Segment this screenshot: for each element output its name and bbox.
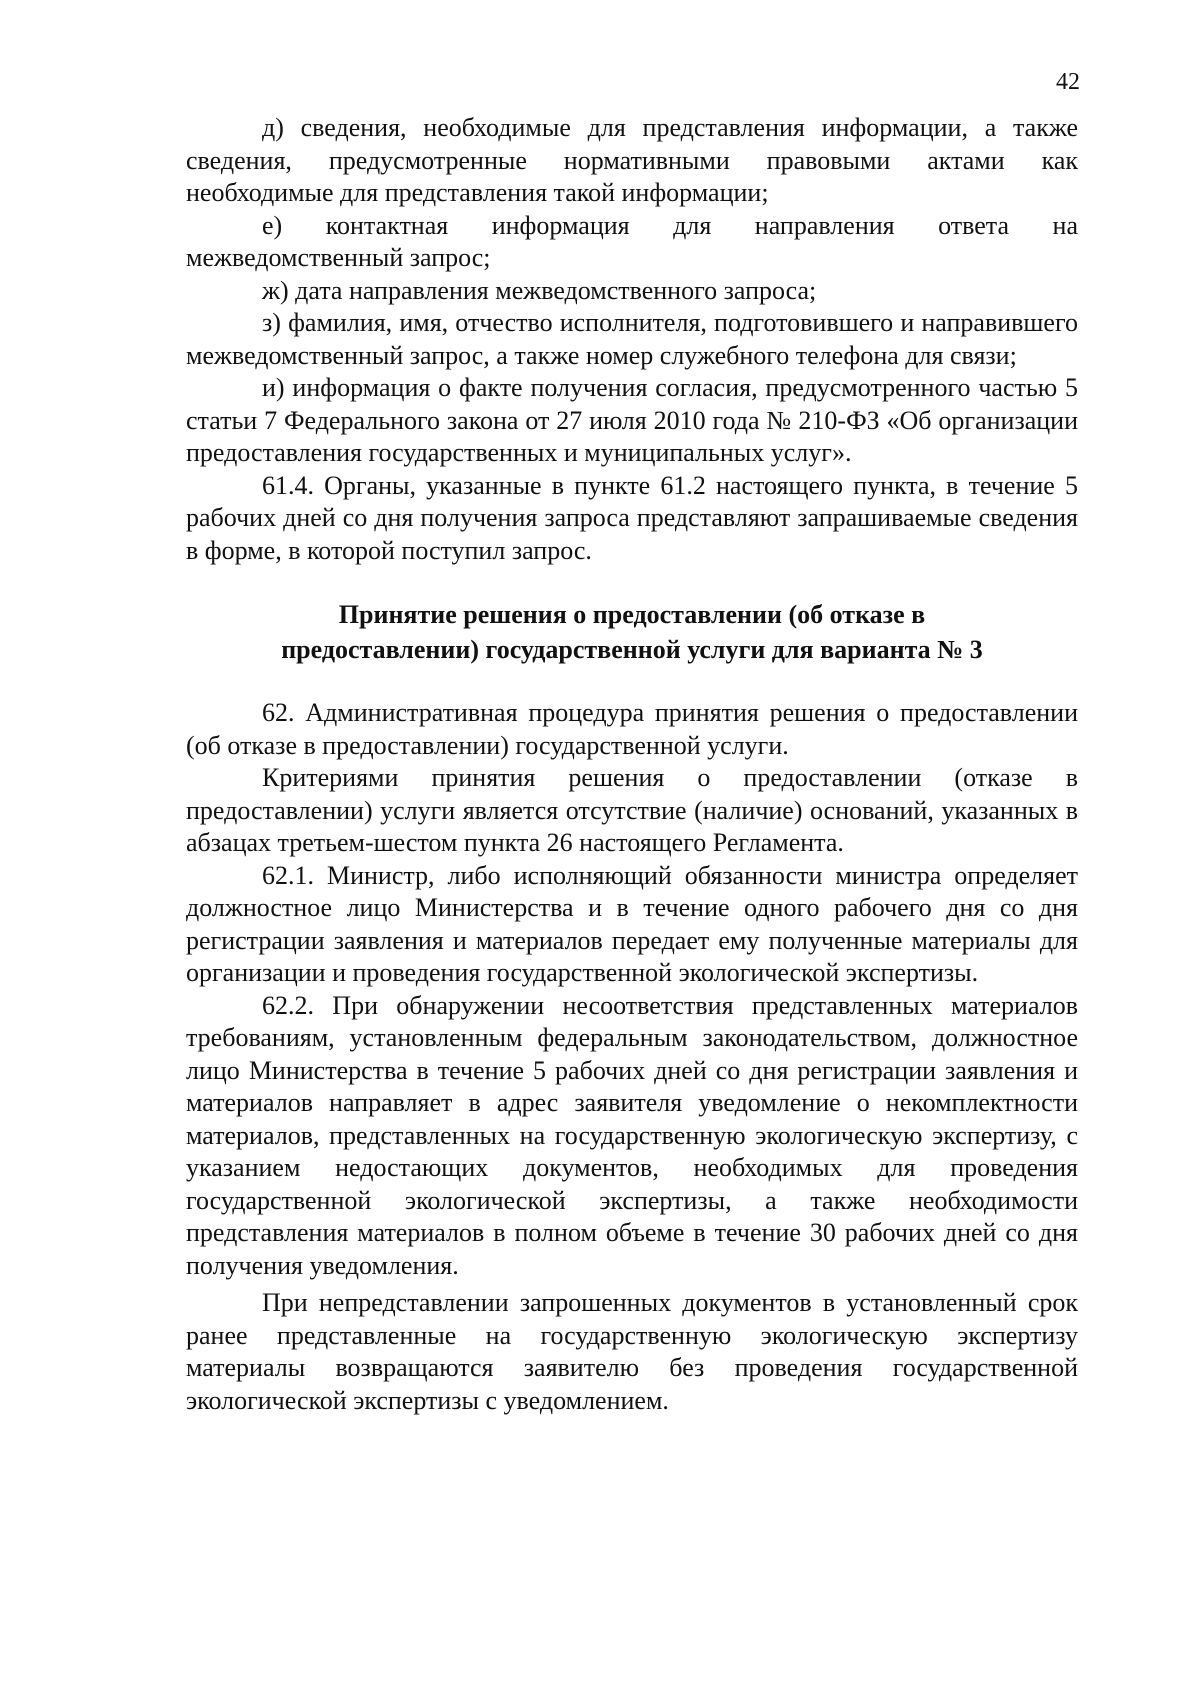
paragraph-d: д) сведения, необходимые для представления информации, а также сведения, предусмотренные нормативными правовыми актами как необходимые для представления такой информации; — [186, 113, 1078, 207]
paragraph-zh: ж) дата направления межведомственного запроса; — [262, 275, 817, 305]
paragraph-e: е) контактная информация для направления ответа на межведомственный запрос; — [186, 210, 1078, 272]
paragraph-62: 62. Административная процедура принятия решения о предоставлении (об отказе в предоставлении) государственной услуги. — [186, 698, 1078, 760]
section-heading-line-2: предоставлении) государственной услуги для варианта № 3 — [281, 635, 983, 664]
paragraph-i: и) информация о факте получения согласия, предусмотренного частью 5 статьи 7 Федерального закона от 27 июля 2010 года № 210-ФЗ «Об организации предоставления государственных и муниципальных услуг». — [186, 373, 1078, 467]
section-heading-line-1: Принятие решения о предоставлении (об отказе в — [338, 600, 926, 629]
paragraph-62-1: 62.1. Министр, либо исполняющий обязанности министра определяет должностное лицо Министерства и в течение одного рабочего дня со дня регистрации заявления и материалов передает ему полученные материалы для организации и проведения государственной экологической экспертизы. — [186, 860, 1078, 987]
document-body — [186, 112, 1078, 1417]
section-heading — [186, 597, 1078, 667]
paragraph-62-2: 62.2. При обнаружении несоответствия представленных материалов требованиям, установленным федеральным законодательством, должностное лицо Министерства в течение 5 рабочих дней со дня регистрации заявления и материалов направляет в адрес заявителя уведомление о некомплектности материалов, представленных на государственную экологическую экспертизу, с указанием недостающих документов, необходимых для проведения государственной экологической экспертизы, а также необходимости представления материалов в полном объеме в течение 30 рабочих дней со дня получения уведомления. — [186, 990, 1078, 1280]
paragraph-criteria: Критериями принятия решения о предоставлении (отказе в предоставлении) услуги является отсутствие (наличие) оснований, указанных в абзацах третьем-шестом пункта 26 настоящего Регламента. — [186, 763, 1078, 857]
paragraph-61-4: 61.4. Органы, указанные в пункте 61.2 настоящего пункта, в течение 5 рабочих дней со дня получения запроса представляют запрашиваемые сведения в форме, в которой поступил запрос. — [186, 470, 1078, 565]
paragraph-z: з) фамилия, имя, отчество исполнителя, подготовившего и направившего межведомственный запрос, а также номер служебного телефона для связи; — [186, 308, 1078, 370]
page-number: 42 — [1056, 69, 1080, 95]
paragraph-non-submission: При непредставлении запрошенных документов в установленный срок ранее представленные на государственную экологическую экспертизу материалы возвращаются заявителю без проведения государственной экологической экспертизы с уведомлением. — [186, 1288, 1078, 1415]
